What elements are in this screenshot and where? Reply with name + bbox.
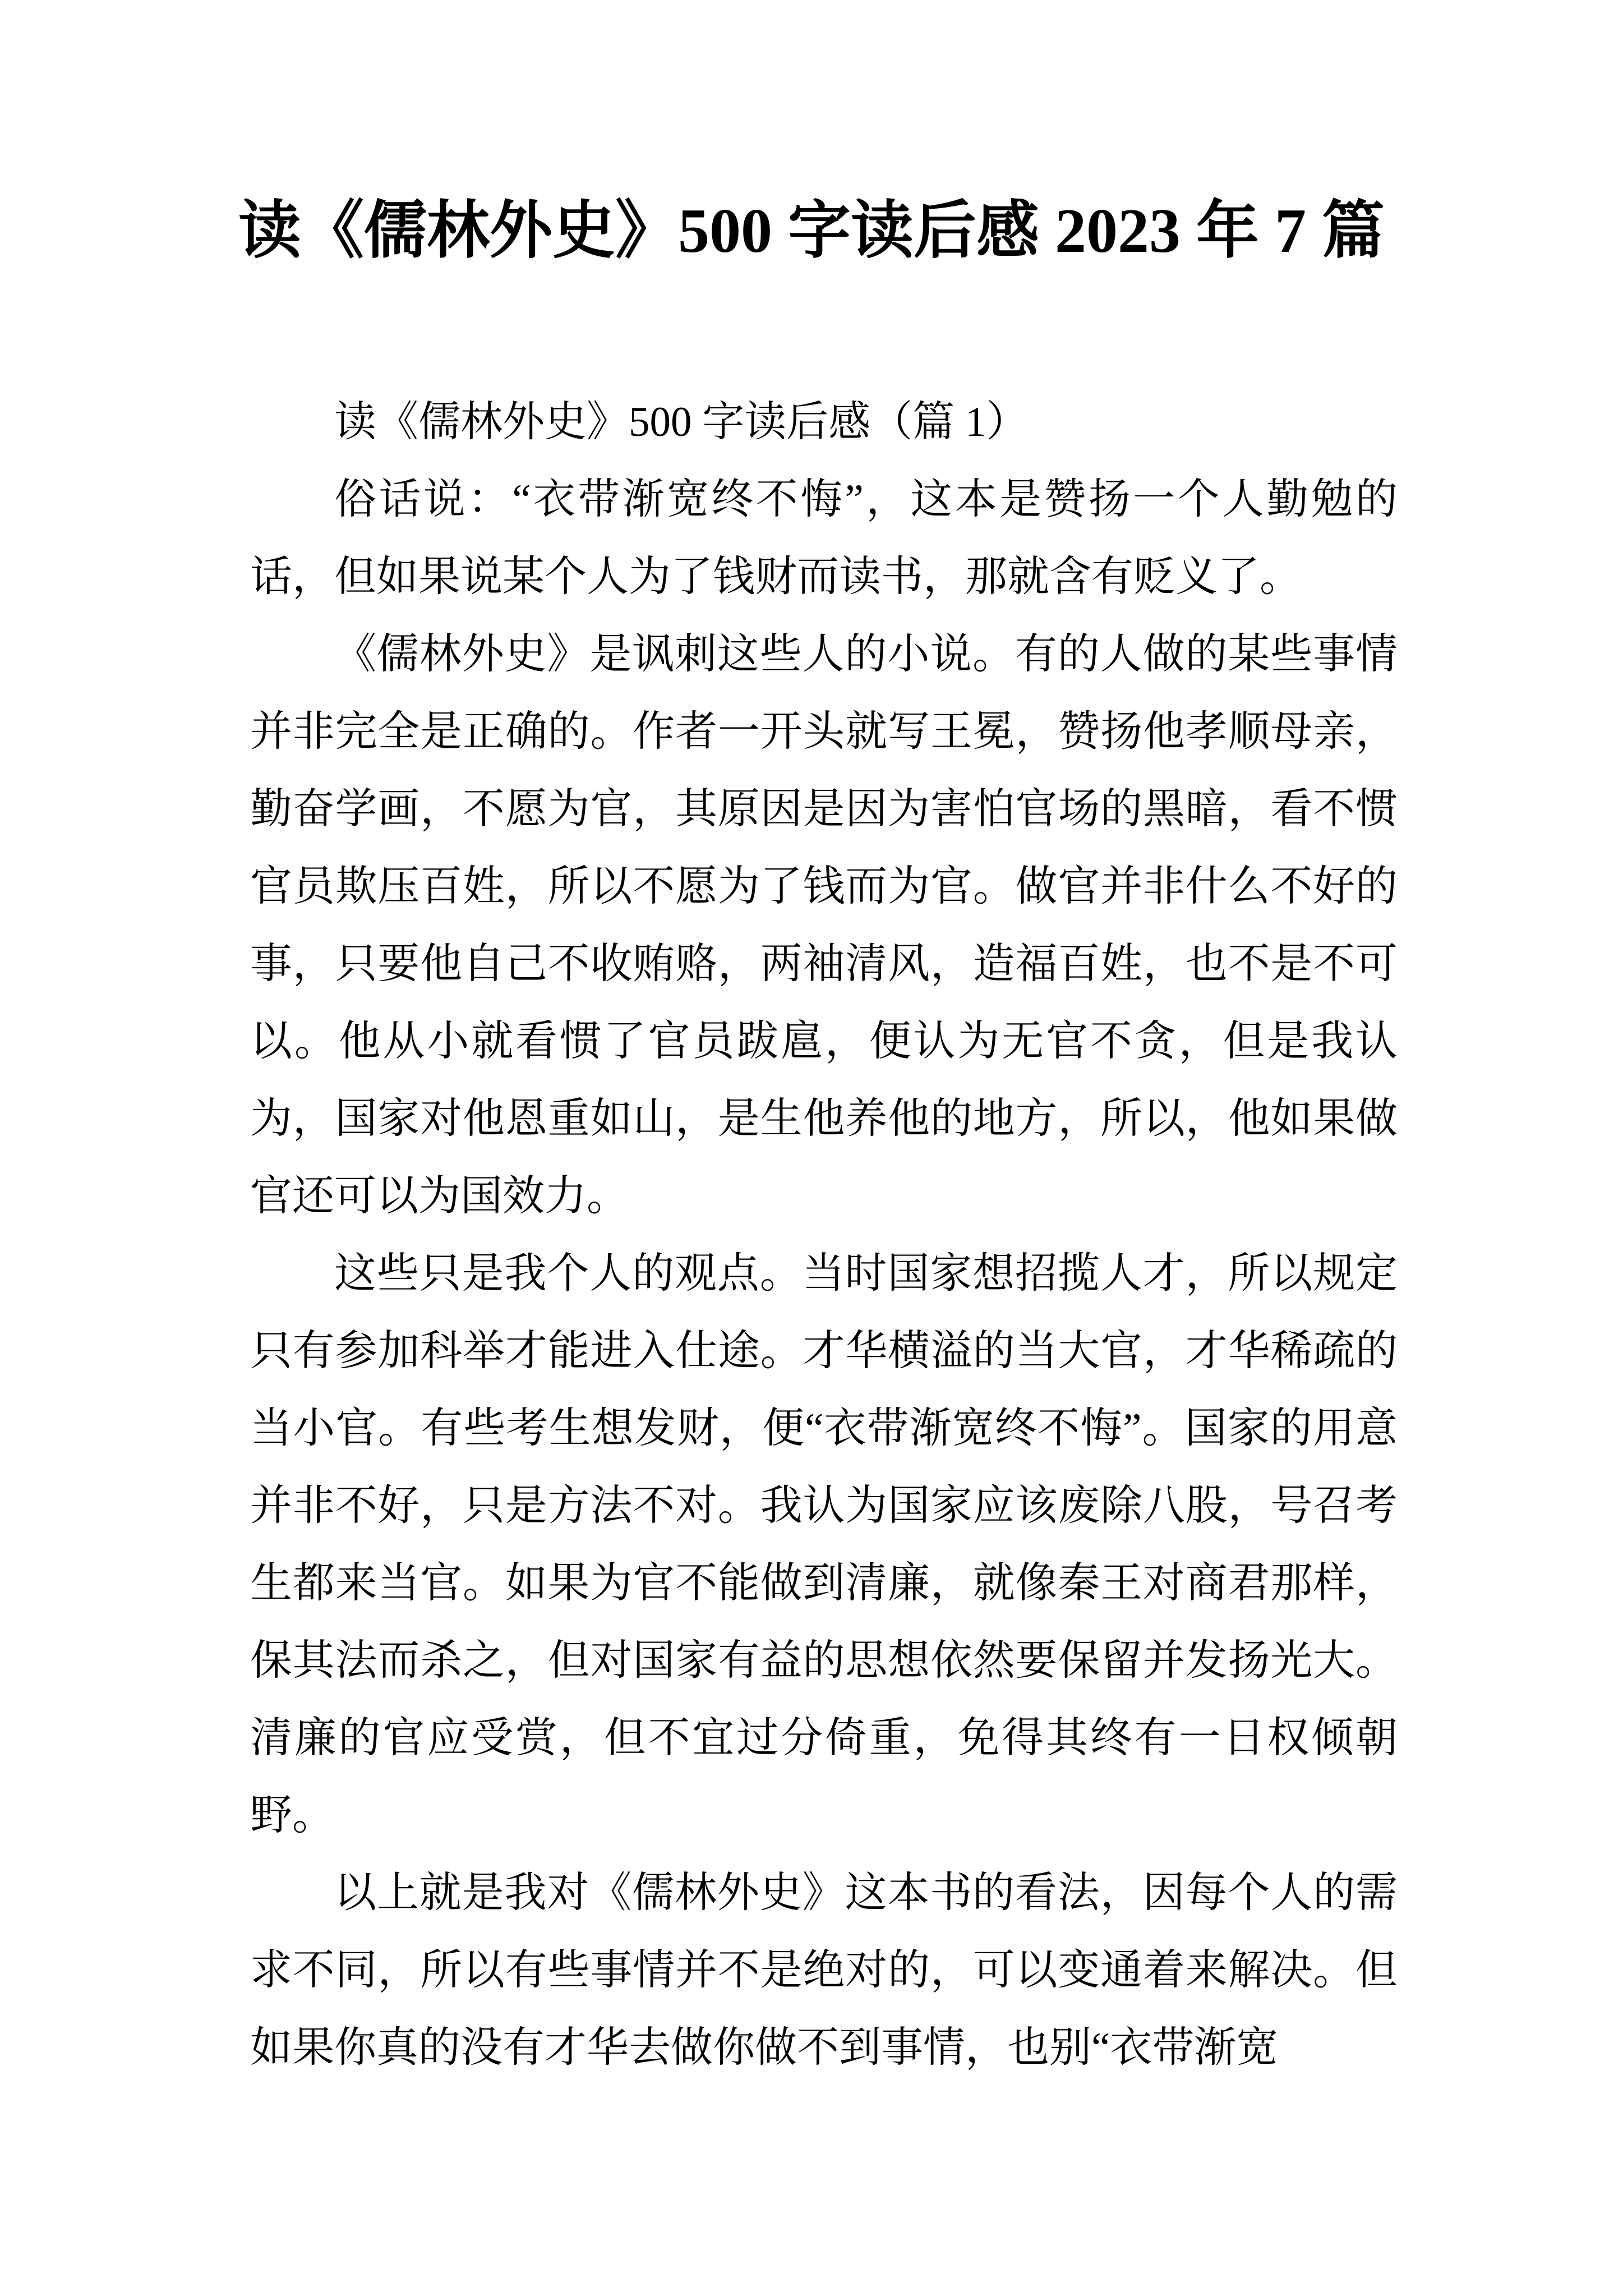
document-title: 读《儒林外史》500 字读后感 2023 年 7 篇	[238, 196, 1385, 266]
paragraph: 读《儒林外史》500 字读后感（篇 1）	[334, 398, 1029, 445]
paragraph: 俗话说：“衣带渐宽终不悔”，这本是赞扬一个人勤勉的话，但如果说某个人为了钱财而读书，那就含有贬义了。	[250, 476, 1398, 600]
paragraph: 这些只是我个人的观点。当时国家想招揽人才，所以规定只有参加科举才能进入仕途。才华横溢的当大官，才华稀疏的当小官。有些考生想发财，便“衣带渐宽终不悔”。国家的用意并非不好，只是方法不对。我认为国家应该废除八股，号召考生都来当官。如果为官不能做到清廉，就像秦王对商君那样，保其法而杀之，但对国家有益的思想依然要保留并发扬光大。清廉的官应受赏，但不宜过分倚重，免得其终有一日权倾朝野。	[250, 1250, 1398, 1839]
paragraph: 《儒林外史》是讽刺这些人的小说。有的人做的某些事情并非完全是正确的。作者一开头就写王冕，赞扬他孝顺母亲，勤奋学画，不愿为官，其原因是因为害怕官场的黑暗，看不惯官员欺压百姓，所以不愿为了钱而为官。做官并非什么不好的事，只要他自己不收贿赂，两袖清风，造福百姓，也不是不可以。他从小就看惯了官员跋扈，便认为无官不贪，但是我认为，国家对他恩重如山，是生他养他的地方，所以，他如果做官还可以为国效力。	[250, 631, 1398, 1220]
document-body	[250, 384, 1398, 2087]
paragraph: 以上就是我对《儒林外史》这本书的看法，因每个人的需求不同，所以有些事情并不是绝对的，可以变通着来解决。但如果你真的没有才华去做你做不到事情，也别“衣带渐宽	[250, 1869, 1398, 2071]
